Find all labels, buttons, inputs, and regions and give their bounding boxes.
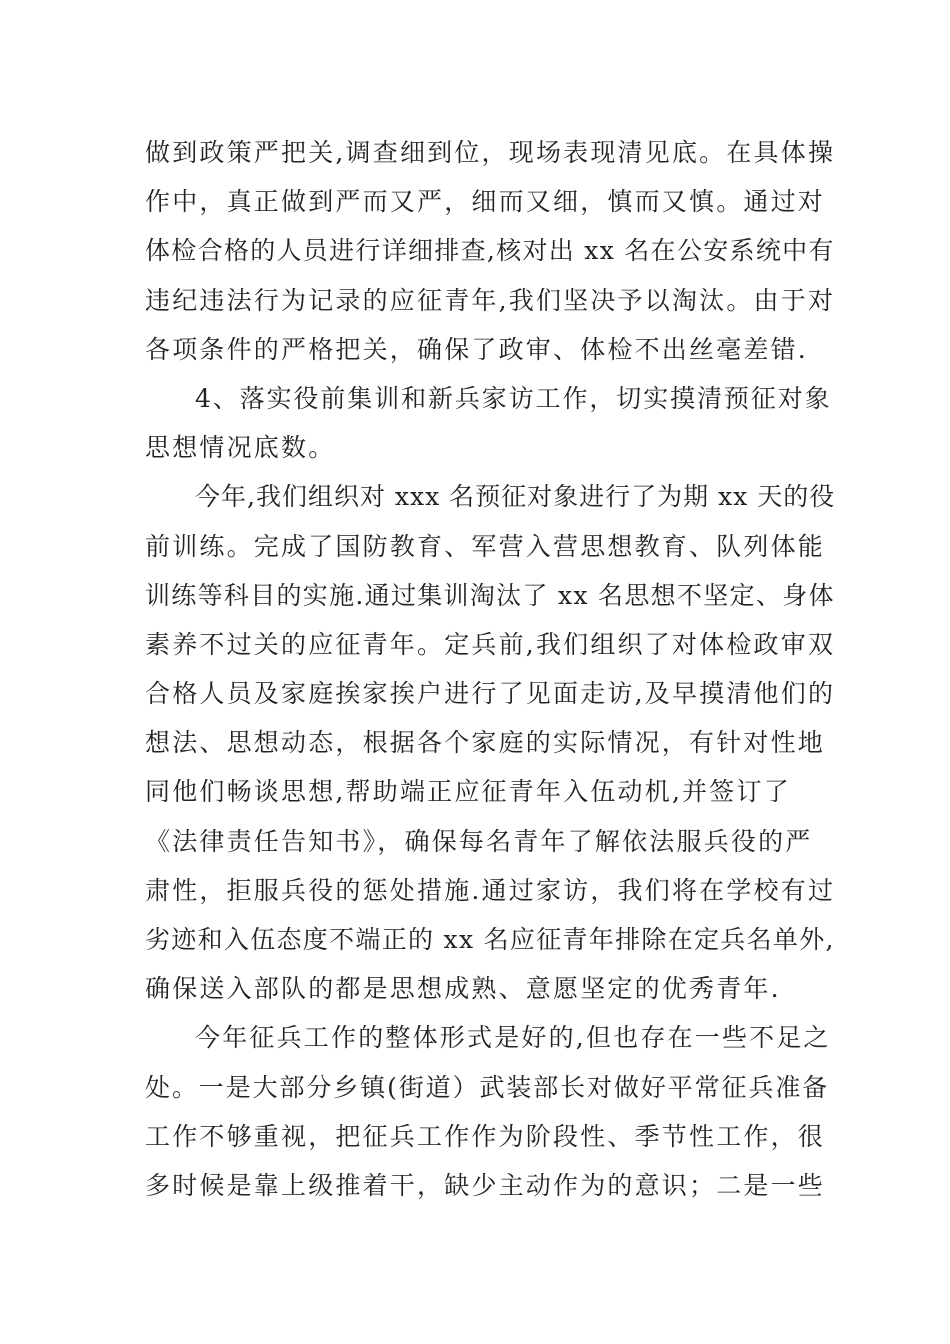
text-line: 作中，真正做到严而又严，细而又细，慎而又慎。通过对 bbox=[145, 187, 826, 217]
text-line: 思想情况底数。 bbox=[145, 433, 336, 463]
text-line: 多时候是靠上级推着干，缺少主动作为的意识；二是一些 bbox=[145, 1170, 826, 1200]
text-line: 《法律责任告知书》，确保每名青年了解依法服兵役的严 bbox=[145, 826, 813, 856]
text-line: 素养不过关的应征青年。定兵前,我们组织了对体检政审双 bbox=[145, 629, 836, 659]
text-line: 各项条件的严格把关，确保了政审、体检不出丝毫差错. bbox=[145, 334, 808, 364]
text-line: 今年,我们组织对 xxx 名预征对象进行了为期 xx 天的役 bbox=[195, 482, 836, 512]
text-line: 想法、思想动态，根据各个家庭的实际情况，有针对性地 bbox=[145, 728, 826, 758]
text-line: 确保送入部队的都是思想成熟、意愿坚定的优秀青年. bbox=[145, 974, 781, 1004]
text-line: 做到政策严把关,调查细到位，现场表现清见底。在具体操 bbox=[145, 138, 836, 167]
text-line: 工作不够重视，把征兵工作作为阶段性、季节性工作，很 bbox=[145, 1121, 826, 1151]
text-line: 处。一是大部分乡镇(街道）武装部长对做好平常征兵准备 bbox=[145, 1072, 830, 1102]
text-line: 今年征兵工作的整体形式是好的,但也存在一些不足之 bbox=[195, 1023, 831, 1053]
text-line: 合格人员及家庭挨家挨户进行了见面走访,及早摸清他们的 bbox=[145, 679, 836, 709]
text-line: 肃性，拒服兵役的惩处措施.通过家访，我们将在学校有过 bbox=[145, 875, 836, 905]
text-line: 前训练。完成了国防教育、军营入营思想教育、队列体能 bbox=[145, 531, 826, 561]
document-body bbox=[145, 128, 835, 1210]
text-line: 体检合格的人员进行详细排查,核对出 xx 名在公安系统中有 bbox=[145, 236, 835, 266]
text-line: 违纪违法行为记录的应征青年,我们坚决予以淘汰。由于对 bbox=[145, 285, 836, 315]
text-line: 4、落实役前集训和新兵家访工作，切实摸清预征对象 bbox=[195, 383, 832, 413]
text-line: 劣迹和入伍态度不端正的 xx 名应征青年排除在定兵名单外, bbox=[145, 925, 835, 954]
text-line: 训练等科目的实施.通过集训淘汰了 xx 名思想不坚定、身体 bbox=[145, 580, 835, 610]
text-line: 同他们畅谈思想,帮助端正应征青年入伍动机,并签订了 bbox=[145, 777, 791, 807]
